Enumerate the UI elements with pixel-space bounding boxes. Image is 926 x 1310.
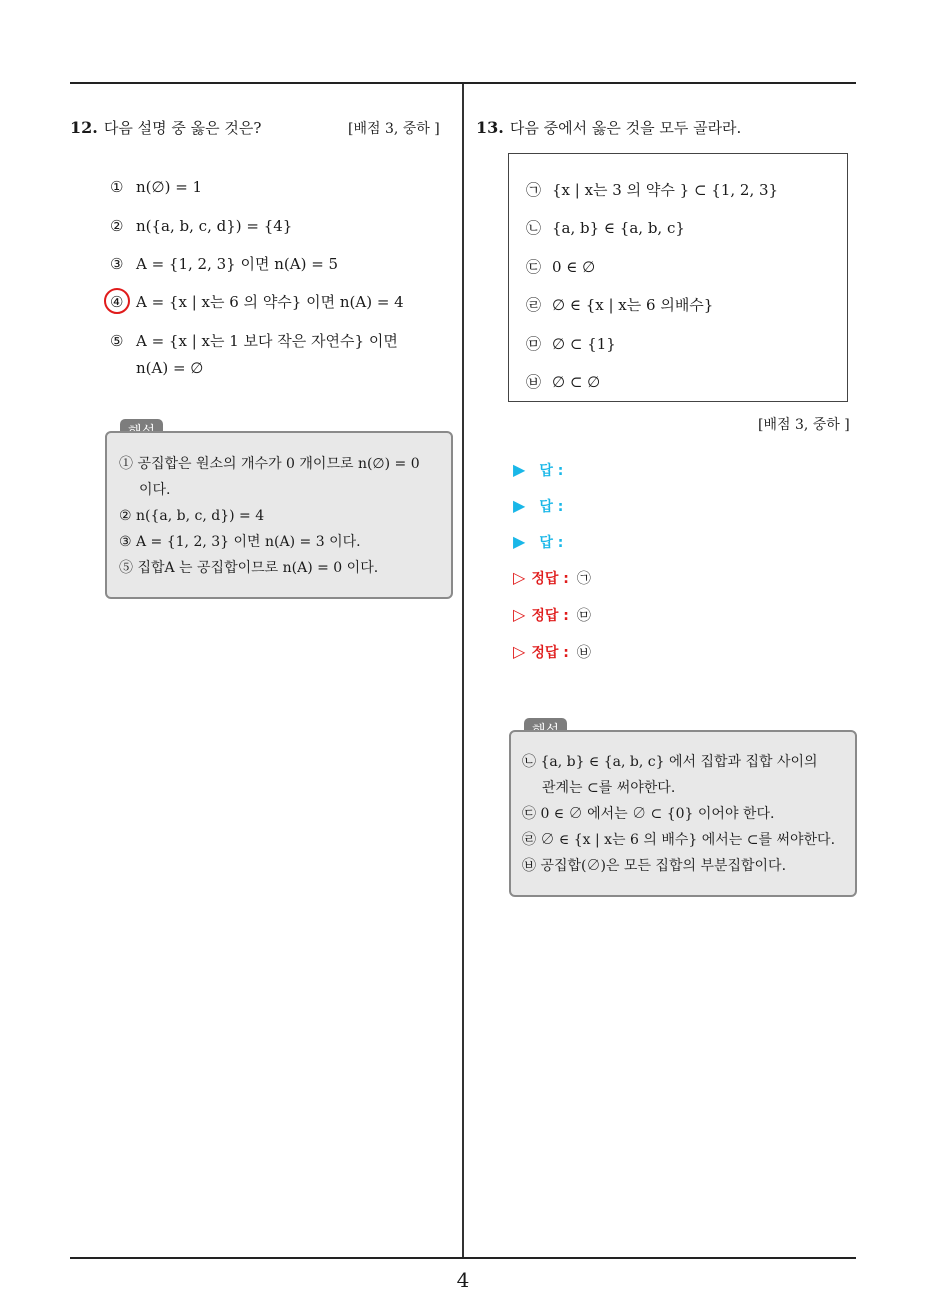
q12-explanation-line: ① 공집합은 원소의 개수가 0 개이므로 n(∅) = 0 (119, 456, 420, 472)
q13-item-6 (526, 372, 600, 392)
q13-item-1 (526, 180, 778, 200)
item-mark: ㉡ (526, 219, 542, 237)
item-mark: ㉠ (526, 181, 542, 199)
item-text: {x | x는 3 의 약수 } ⊂ {1, 2, 3} (552, 181, 779, 199)
option-mark: ② (110, 217, 124, 235)
q12-explanation-line: ⑤ 집합A 는 공집합이므로 n(A) = 0 이다. (119, 560, 379, 576)
item-mark: ㉥ (526, 373, 542, 391)
q12-option-4[interactable] (110, 292, 404, 312)
answer-slot-2[interactable]: ▶ 답 : (513, 496, 564, 515)
q13-item-3 (526, 257, 595, 277)
q13-number: 13. (476, 118, 504, 137)
bottom-rule (70, 1257, 856, 1259)
option-mark: ⑤ (110, 332, 124, 350)
correct-answer-1: ▷ 정답 : ㉠ (513, 568, 591, 587)
q12-header (70, 117, 261, 138)
outline-arrow-icon: ▷ (513, 642, 526, 661)
item-text: 0 ∈ ∅ (552, 258, 596, 276)
q12-score: [배점 3, 중하 ] (348, 121, 440, 137)
answer-slot-1[interactable]: ▶ 답 : (513, 460, 564, 479)
q12-explanation-line: 이다. (139, 482, 171, 498)
q13-item-4 (526, 295, 713, 315)
q13-item-5 (526, 334, 616, 354)
outline-arrow-icon: ▷ (513, 605, 526, 624)
page-number: 4 (456, 1268, 470, 1292)
q13-explanation-line: ㉣ ∅ ∈ {x | x는 6 의 배수} 에서는 ⊂를 써야한다. (522, 832, 836, 848)
q13-header (476, 117, 741, 138)
q12-explanation-line: ② n({a, b, c, d}) = 4 (119, 508, 265, 524)
q12-option-5[interactable] (110, 331, 398, 378)
answer-slot-3[interactable]: ▶ 답 : (513, 532, 564, 551)
option-text: A = {1, 2, 3} 이면 n(A) = 5 (136, 255, 339, 273)
correct-answer-2: ▷ 정답 : ㉤ (513, 605, 591, 624)
item-text: ∅ ⊂ {1} (552, 335, 616, 353)
q13-explanation-line: ㉢ 0 ∈ ∅ 에서는 ∅ ⊂ {0} 이어야 한다. (522, 806, 775, 822)
item-mark: ㉢ (526, 258, 542, 276)
option-mark: ③ (110, 255, 124, 273)
q13-explanation-line: ㉥ 공집합(∅)은 모든 집합의 부분집합이다. (522, 858, 787, 874)
q13-question: 다음 중에서 옳은 것을 모두 골라라. (509, 119, 742, 137)
outline-arrow-icon: ▷ (513, 568, 526, 587)
q12-question: 다음 설명 중 옳은 것은? (103, 119, 262, 137)
option-mark: ④ (110, 293, 124, 311)
q12-option-1[interactable] (110, 177, 202, 197)
option-mark: ① (110, 178, 124, 196)
item-text: {a, b} ∈ {a, b, c} (552, 219, 685, 237)
play-arrow-icon: ▶ (513, 460, 526, 479)
q13-score: [배점 3, 중하 ] (758, 417, 850, 433)
q13-item-2 (526, 218, 685, 238)
q12-option-3[interactable] (110, 254, 338, 274)
q12-number: 12. (70, 118, 98, 137)
item-mark: ㉣ (526, 296, 542, 314)
correct-answer-3: ▷ 정답 : ㉥ (513, 642, 591, 661)
q12-option-2[interactable] (110, 216, 292, 236)
option-text: A = {x | x는 6 의 약수} 이면 n(A) = 4 (136, 293, 404, 311)
option-text-continued: n(A) = ∅ (136, 359, 204, 377)
q12-explanation-line: ③ A = {1, 2, 3} 이면 n(A) = 3 이다. (119, 534, 361, 550)
item-text: ∅ ∈ {x | x는 6 의배수} (552, 296, 714, 314)
item-text: ∅ ⊂ ∅ (552, 373, 601, 391)
q13-explanation-line: ㉡ {a, b} ∈ {a, b, c} 에서 집합과 집합 사이의 (522, 754, 818, 770)
option-text: n({a, b, c, d}) = {4} (136, 217, 293, 235)
item-mark: ㉤ (526, 335, 542, 353)
option-text: A = {x | x는 1 보다 작은 자연수} 이면 (136, 332, 398, 350)
play-arrow-icon: ▶ (513, 496, 526, 515)
play-arrow-icon: ▶ (513, 532, 526, 551)
column-divider (462, 84, 464, 1257)
q13-explanation-line: 관계는 ⊂를 써야한다. (542, 780, 676, 796)
option-text: n(∅) = 1 (136, 178, 203, 196)
